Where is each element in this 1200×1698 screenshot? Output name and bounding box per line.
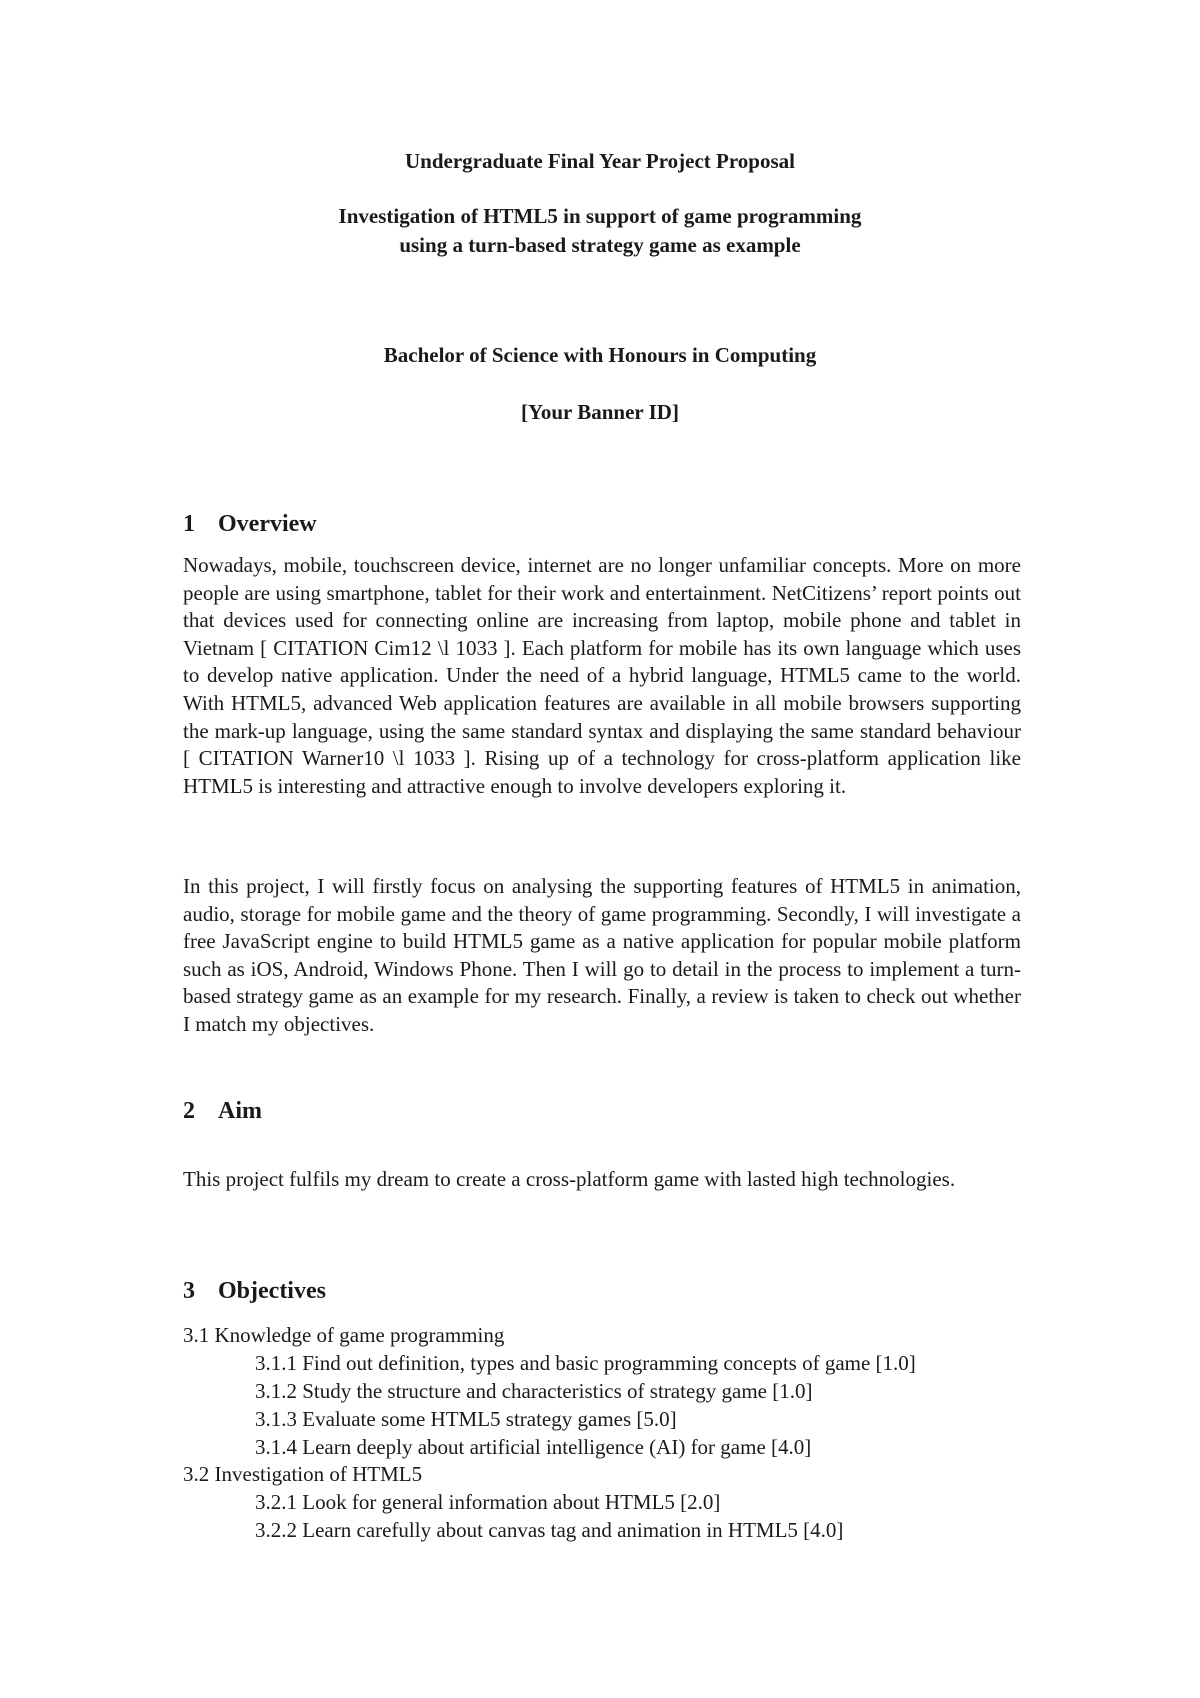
objective-item: 3.1 Knowledge of game programming (183, 1323, 505, 1347)
section-number: 1 (183, 511, 195, 537)
objective-item: 3.1.3 Evaluate some HTML5 strategy games [5.0] (255, 1407, 677, 1431)
degree-name: Bachelor of Science with Honours in Computing (383, 343, 817, 367)
section-title: Aim (218, 1098, 262, 1124)
aim-heading (183, 1096, 262, 1126)
objective-item: 3.2.1 Look for general information about HTML5 [2.0] (255, 1490, 721, 1514)
overview-heading (183, 509, 317, 539)
section-title: Objectives (218, 1278, 326, 1304)
objectives-heading (183, 1276, 326, 1306)
objective-item: 3.1.4 Learn deeply about artificial intelligence (AI) for game [4.0] (255, 1435, 812, 1459)
overview-paragraph-2: In this project, I will firstly focus on analysing the supporting features of HTML5 in animation, audio, storage for mobile game and the theory of game programming. Secondly, I will investigate a free JavaScript engine to build HTML5 game as a native application for popular mobile platform such as iOS, Android, Windows Phone. Then I will go to detail in the process to implement a turn-based strategy game as an example for my research. Finally, a review is taken to check out whether I match my objectives. (183, 874, 1021, 1036)
overview-paragraph-1: Nowadays, mobile, touchscreen device, internet are no longer unfamiliar concepts. More on more people are using smartphone, tablet for their work and entertainment. NetCitizens’ report points out that devices used for connecting online are increasing from laptop, mobile phone and tablet in Vietnam [ CITATION Cim12 \l 1033 ]. Each platform for mobile has its own language which uses to develop native application. Under the need of a hybrid language, HTML5 came to the world. With HTML5, advanced Web application features are available in all mobile browsers supporting the mark-up language, using the same standard syntax and displaying the same standard behaviour [ CITATION Warner10 \l 1033 ]. Rising up of a technology for cross-platform application like HTML5 is interesting and attractive enough to involve developers exploring it. (183, 553, 1021, 798)
aim-paragraph: This project fulfils my dream to create a cross-platform game with lasted high technologies. (183, 1167, 956, 1191)
section-number: 3 (183, 1278, 195, 1304)
title-line-2: using a turn-based strategy game as example (399, 233, 801, 257)
title-line-1: Investigation of HTML5 in support of game programming (338, 204, 862, 228)
objective-item: 3.2 Investigation of HTML5 (183, 1462, 423, 1486)
objective-item: 3.1.1 Find out definition, types and basic programming concepts of game [1.0] (255, 1351, 916, 1375)
document-type: Undergraduate Final Year Project Proposal (404, 149, 795, 173)
objective-item: 3.1.2 Study the structure and characteristics of strategy game [1.0] (255, 1379, 813, 1403)
banner-id: [Your Banner ID] (521, 400, 679, 424)
objective-item: 3.2.2 Learn carefully about canvas tag and animation in HTML5 [4.0] (255, 1518, 844, 1542)
section-number: 2 (183, 1098, 195, 1124)
section-title: Overview (218, 511, 317, 537)
